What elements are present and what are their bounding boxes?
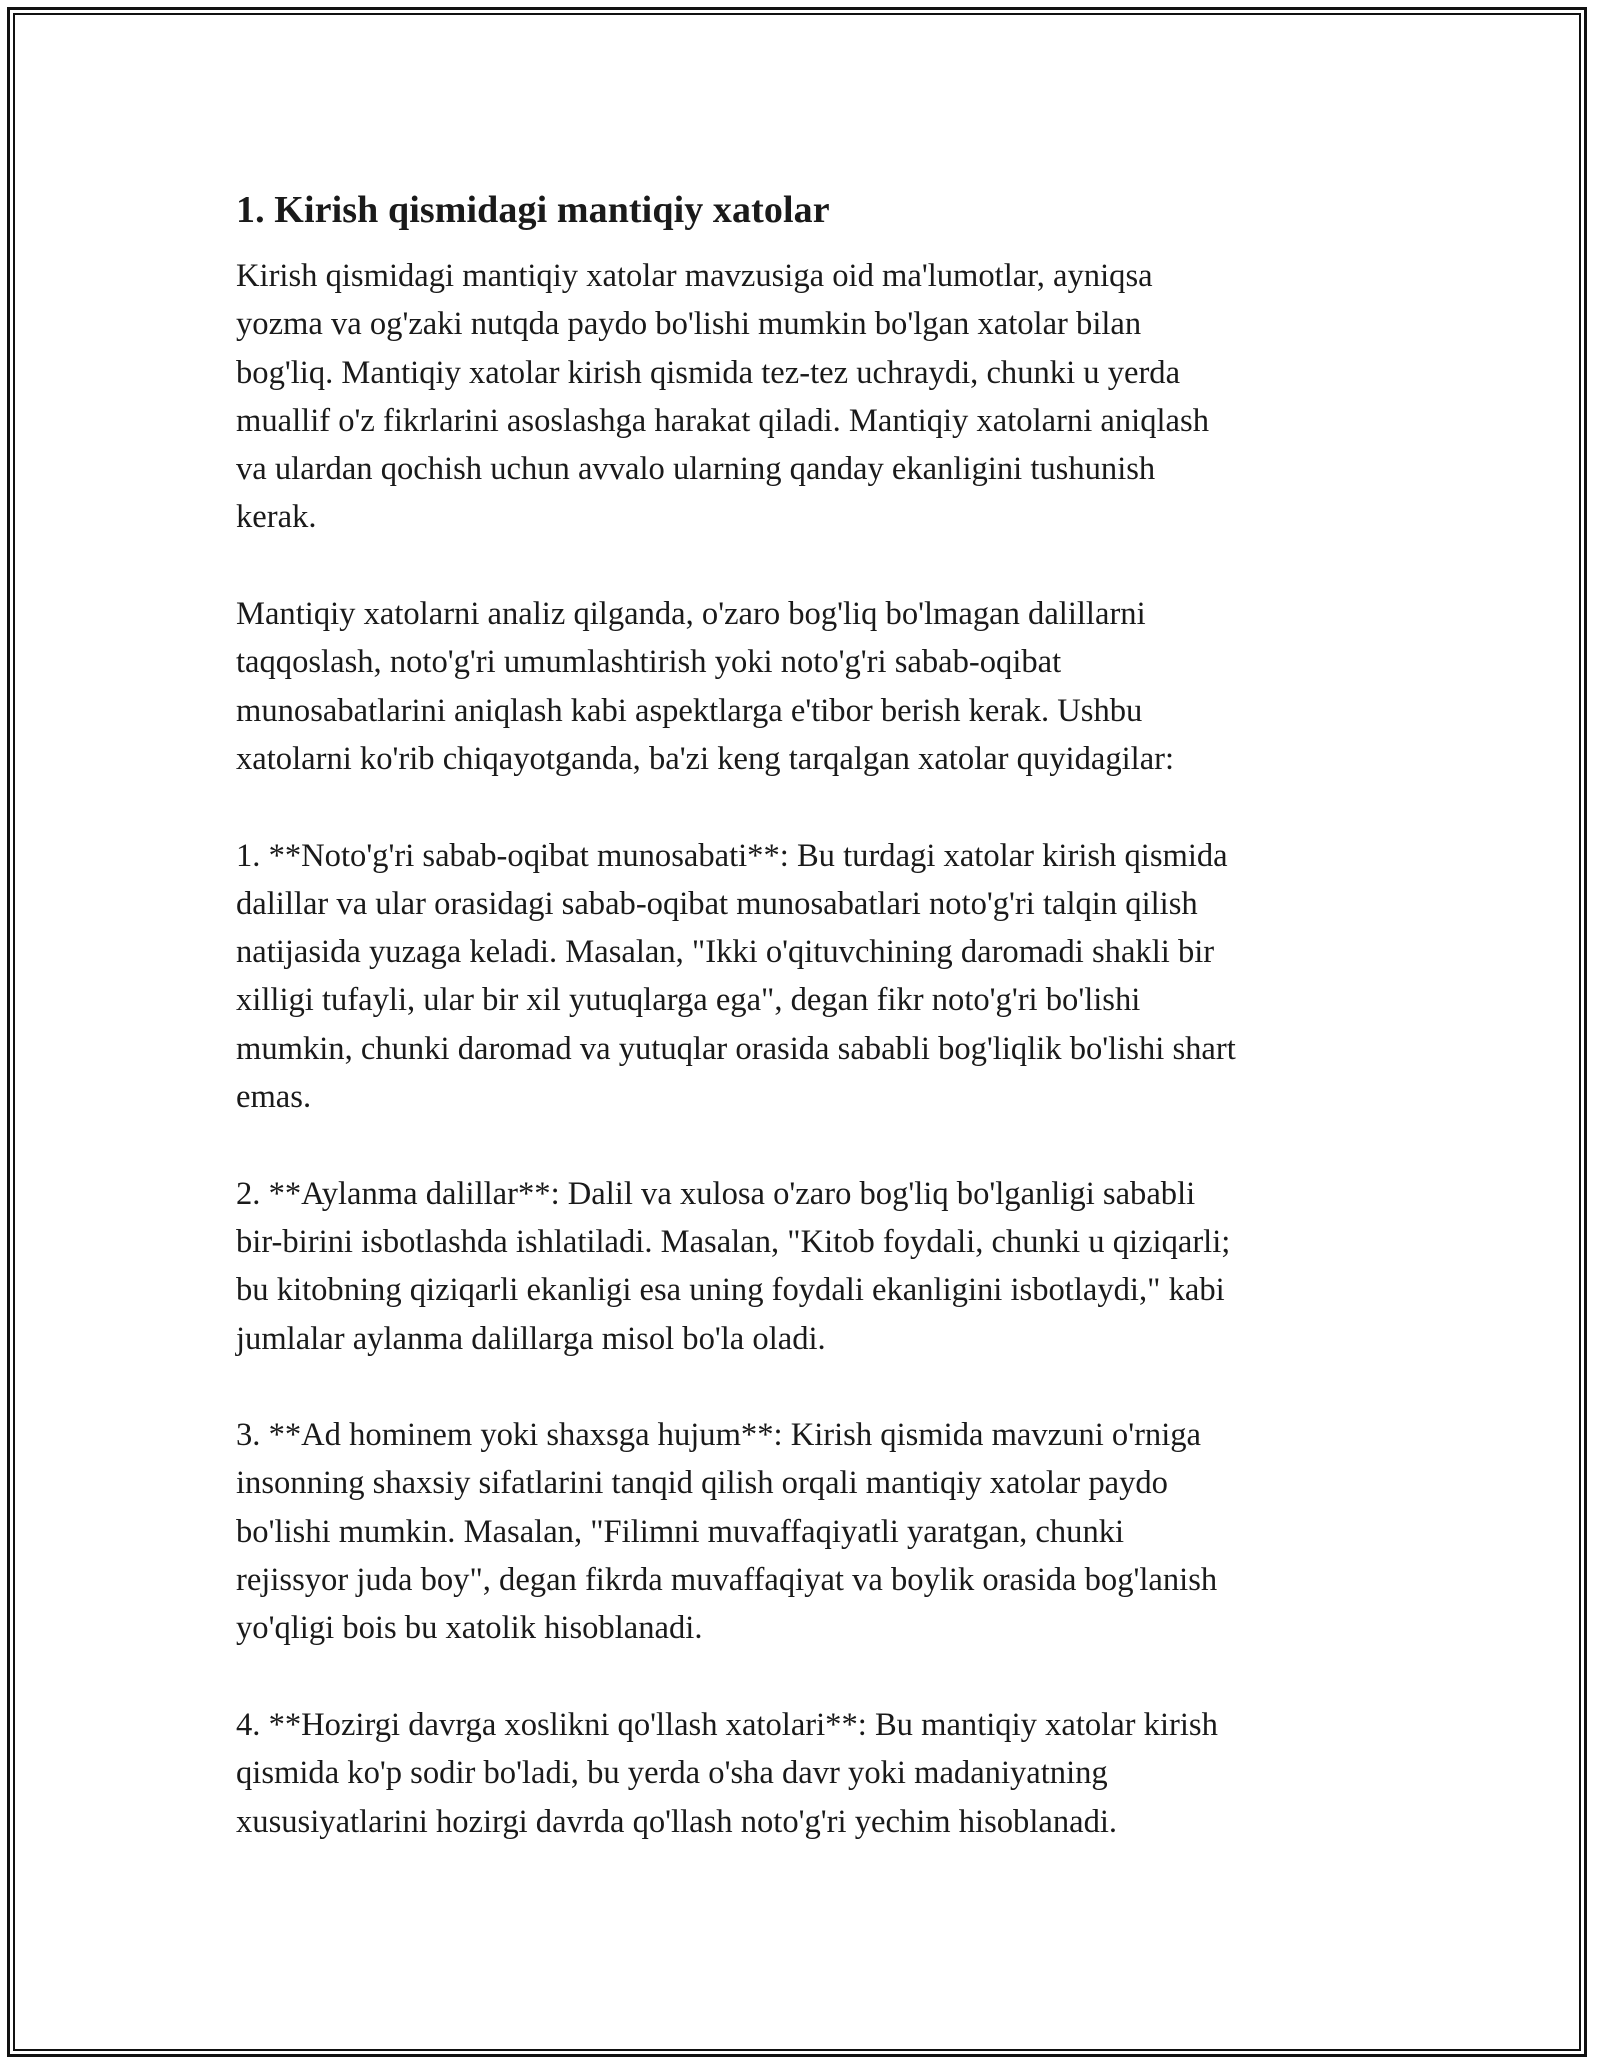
intro-paragraph: Kirish qismidagi mantiqiy xatolar mavzusiga oid ma'lumotlar, ayniqsa yozma va og'zaki nutqda paydo bo'lishi mumkin bo'lgan xatolar bilan bog'liq. Mantiqiy xatolar kirish qismida tez-tez uchraydi, chunki u yerda muallif o'z fikrlarini asoslashga harakat qiladi. Mantiqiy xatolarni aniqlash va ulardan qochish uchun avvalo ularning qanday ekanligini tushunish kerak. — [236, 258, 1209, 536]
list-item-presentism: 4. **Hozirgi davrga xoslikni qo'llash xatolari**: Bu mantiqiy xatolar kirish qismida ko'p sodir bo'ladi, bu yerda o'sha davr yoki madaniyatning xususiyatlarini hozirgi davrda qo'llash noto'g'ri yechim hisoblanadi. — [236, 1706, 1218, 1840]
section-heading: 1. Kirish qismidagi mantiqiy xatolar — [236, 189, 830, 231]
list-item-causal-fallacy: 1. **Noto'g'ri sabab-oqibat munosabati**: Bu turdagi xatolar kirish qismida dalillar va ular orasidagi sabab-oqibat munosabatlari noto'g'ri talqin qilish natijasida yuzaga keladi. Masalan, "Ikki o'qituvchining daromadi shakli bir xilligi tufayli, ular bir xil yutuqlarga ega", degan fikr noto'g'ri bo'lishi mumkin, chunki daromad va yutuqlar orasida sababli bog'liqlik bo'lishi shart emas. — [236, 837, 1236, 1116]
analysis-paragraph: Mantiqiy xatolarni analiz qilganda, o'zaro bog'liq bo'lmagan dalillarni taqqoslash, noto'g'ri umumlashtirish yoki noto'g'ri sabab-oqibat munosabatlarini aniqlash kabi aspektlarga e'tibor berish kerak. Ushbu xatolarni ko'rib chiqayotganda, ba'zi keng tarqalgan xatolar quyidagilar: — [236, 596, 1175, 777]
list-item-ad-hominem: 3. **Ad hominem yoki shaxsga hujum**: Kirish qismida mavzuni o'rniga insonning shaxsiy sifatlarini tanqid qilish orqali mantiqiy xatolar paydo bo'lishi mumkin. Masalan, "Filimni muvaffaqiyatli yaratgan, chunki rejissyor juda boy", degan fikrda muvaffaqiyat va boylik orasida bog'lanish yo'qligi bois bu xatolik hisoblanadi. — [236, 1417, 1218, 1647]
list-item-circular-reasoning: 2. **Aylanma dalillar**: Dalil va xulosa o'zaro bog'liq bo'lganligi sababli bir-birini isbotlashda ishlatiladi. Masalan, "Kitob foydali, chunki u qiziqarli; bu kitobning qiziqarli ekanligi esa uning foydali ekanligini isbotlaydi," kabi jumlalar aylanma dalillarga misol bo'la oladi. — [236, 1175, 1231, 1357]
document-body — [236, 186, 1376, 1894]
